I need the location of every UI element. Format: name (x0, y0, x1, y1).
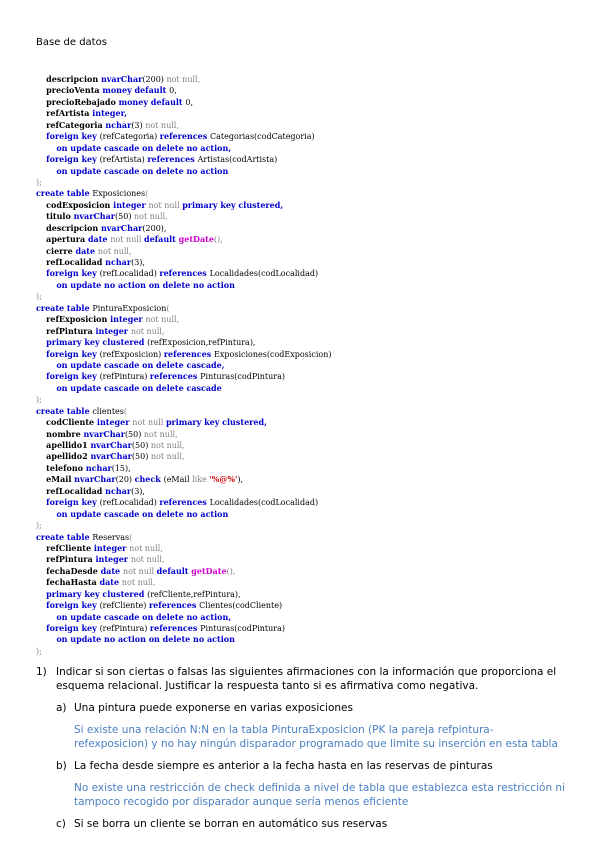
code-token: apertura (46, 234, 88, 245)
code-token: create table (36, 302, 93, 313)
code-line (36, 326, 576, 337)
code-line (36, 108, 576, 119)
code-token: references (163, 348, 215, 359)
code-token: check (134, 474, 164, 485)
code-token (36, 167, 56, 176)
code-token (36, 98, 46, 107)
code-token: create table (36, 405, 93, 416)
code-token: nchar (105, 119, 132, 130)
code-line (36, 440, 576, 451)
code-token: nombre (46, 428, 84, 439)
code-token: date (87, 234, 111, 245)
code-token: nvarChar (73, 211, 116, 222)
item-text: La fecha desde siempre es anterior a la fecha hasta en las reservas de pinturas (74, 760, 493, 772)
code-token: not null, (145, 315, 180, 325)
code-token: references (159, 497, 210, 508)
code-token: foreign key (46, 600, 100, 611)
code-token: (refExposicion,refPintura), (147, 338, 256, 348)
code-token: (refPintura) (99, 372, 150, 382)
code-line (36, 314, 576, 325)
code-token: apellido2 (46, 451, 91, 462)
code-token: not null, (150, 441, 185, 450)
code-line (36, 566, 576, 577)
code-token: references (159, 268, 210, 279)
code-token: ( (166, 303, 170, 313)
code-line (36, 509, 576, 520)
code-line (36, 200, 576, 211)
code-token: ( (129, 532, 133, 542)
code-token: Pinturas(codPintura) (200, 624, 286, 633)
code-token (36, 327, 46, 336)
code-token (36, 635, 56, 644)
code-token (36, 510, 56, 519)
code-token (36, 235, 46, 244)
code-token (36, 384, 56, 393)
code-token: ); (36, 292, 42, 302)
code-token: not null, (150, 452, 185, 462)
item-text: Si se borra un cliente se borran en automático sus reservas (74, 818, 388, 830)
code-token: (refLocalidad) (99, 269, 160, 279)
code-token: 0, (185, 97, 194, 107)
code-line (36, 246, 576, 257)
code-line (36, 177, 576, 188)
code-token: (refPintura) (99, 624, 150, 633)
code-token: not null, (166, 75, 201, 84)
code-line (36, 532, 576, 543)
code-token: not null (110, 235, 145, 245)
code-line (36, 291, 576, 302)
code-line (36, 577, 576, 588)
code-token: references (147, 154, 198, 165)
code-token: (3), (131, 258, 145, 267)
question-item-b (36, 759, 576, 809)
code-line (36, 394, 576, 405)
code-line (36, 223, 576, 234)
code-token: not null (148, 200, 183, 210)
code-token (36, 601, 46, 610)
code-token: descripcion (46, 74, 101, 84)
code-token: foreign key (46, 371, 100, 382)
code-token (36, 109, 46, 118)
code-token (36, 361, 56, 370)
code-token: nvarChar (74, 474, 116, 485)
code-token: references (148, 600, 200, 611)
code-token: not null, (134, 212, 168, 222)
code-line (36, 211, 576, 222)
code-token: create table (36, 188, 93, 199)
code-token: refLocalidad (46, 485, 106, 496)
code-line (36, 97, 576, 108)
code-token: on update cascade on delete no action, (56, 142, 232, 153)
code-token: nvarChar (100, 74, 143, 84)
code-token: like (192, 475, 210, 485)
question-1 (36, 665, 576, 693)
code-token: codExposicion (46, 199, 114, 210)
code-token: refCliente (46, 542, 94, 553)
code-token (36, 555, 46, 564)
code-token (36, 86, 46, 95)
code-token (36, 613, 56, 622)
code-token (36, 418, 46, 427)
code-token: create table (36, 531, 93, 542)
code-token: refArtista (46, 108, 93, 119)
code-token: fechaDesde (46, 565, 101, 576)
code-line (36, 337, 576, 348)
code-token (36, 441, 46, 450)
code-token: ), (237, 475, 244, 485)
code-line (36, 188, 576, 199)
code-token: (3), (131, 486, 145, 496)
code-token: getDate (191, 565, 227, 576)
code-token: foreign key (46, 268, 100, 279)
code-token: (50) (131, 441, 151, 450)
code-token: references (149, 623, 201, 633)
code-token (36, 201, 46, 210)
code-token (36, 350, 46, 359)
code-token (36, 224, 46, 233)
code-token: foreign key (46, 154, 100, 165)
code-token: not null, (145, 120, 179, 130)
question-item-c (36, 817, 576, 831)
code-token: refPintura (46, 554, 96, 565)
code-token: on update cascade on delete cascade (56, 382, 222, 393)
code-token: nvarChar (90, 440, 132, 450)
code-line (36, 623, 576, 634)
code-token: (50) (124, 429, 144, 439)
code-token: ( (145, 189, 149, 199)
code-token (36, 212, 46, 221)
code-token (36, 475, 46, 484)
code-token: getDate (178, 234, 214, 245)
code-token: on update cascade on delete no action, (56, 611, 232, 622)
code-token: default (156, 565, 192, 576)
code-token: nvarChar (100, 222, 143, 233)
code-token: (refCliente,refPintura), (147, 589, 241, 599)
code-line (36, 417, 576, 428)
code-line (36, 451, 576, 462)
code-line (36, 406, 576, 417)
code-token: Exposiciones (92, 189, 146, 199)
code-token: Artistas(codArtista) (197, 155, 278, 165)
code-token (36, 75, 46, 84)
code-token: integer (95, 325, 131, 336)
code-token (36, 464, 46, 473)
code-token: (refLocalidad) (99, 498, 160, 508)
item-letter: c) (56, 818, 66, 830)
code-line (36, 85, 576, 96)
code-token: on update no action on delete no action (56, 279, 235, 290)
code-token: money default (118, 96, 186, 107)
code-token: not null, (129, 543, 163, 553)
code-token (36, 544, 46, 553)
code-token (36, 372, 46, 381)
code-token: (refArtista) (99, 155, 148, 165)
code-token: titulo (46, 211, 74, 222)
code-token (36, 155, 46, 164)
code-token: integer (110, 314, 146, 325)
code-token: not null (132, 418, 166, 428)
code-token: ); (36, 395, 42, 405)
code-token: precioVenta (46, 85, 103, 96)
code-line (36, 166, 576, 177)
code-token: eMail (46, 474, 75, 485)
code-token: refExposicion (46, 314, 111, 325)
code-token: refLocalidad (46, 257, 106, 267)
code-token: not null, (130, 326, 165, 336)
code-token: (15), (111, 463, 131, 473)
page-header: Base de datos (36, 37, 107, 48)
code-token: on update cascade on delete cascade, (56, 359, 225, 370)
code-token (36, 452, 46, 461)
code-token: (), (213, 235, 223, 245)
code-line (36, 600, 576, 611)
code-token: nchar (85, 462, 112, 473)
code-token: PinturaExposicion (92, 303, 167, 313)
code-token: Categorias(codCategoria) (210, 132, 315, 142)
code-token: ); (36, 521, 42, 531)
code-token: primary key clustered (46, 337, 148, 348)
code-token: descripcion (46, 222, 101, 233)
code-token (36, 487, 46, 496)
code-line (36, 554, 576, 565)
code-token: nvarChar (90, 451, 132, 462)
code-line (36, 474, 576, 485)
code-token: foreign key (46, 623, 100, 633)
item-letter: a) (56, 702, 67, 714)
code-token: foreign key (46, 497, 100, 508)
code-token: codCliente (46, 417, 97, 428)
code-token (36, 498, 46, 507)
item-answer: No existe una restricción de check definida a nivel de tabla que establezca esta restricción ni tampoco recogido por disparador aunque sería menos eficiente (74, 782, 566, 808)
code-token: integer (96, 417, 133, 428)
code-token: nvarChar (83, 428, 125, 439)
code-line (36, 143, 576, 154)
code-token: not null (122, 566, 157, 576)
code-token: refCategoria (46, 119, 106, 130)
code-token: default (144, 234, 179, 245)
code-line (36, 257, 576, 268)
question-number: 1) (36, 666, 47, 678)
code-token (36, 132, 46, 141)
code-token: fechaHasta (46, 577, 100, 588)
item-text: Una pintura puede exponerse en varias exposiciones (74, 702, 353, 714)
code-line (36, 497, 576, 508)
code-line (36, 371, 576, 382)
code-line (36, 303, 576, 314)
code-line (36, 486, 576, 497)
code-line (36, 234, 576, 245)
code-token (36, 338, 46, 347)
code-line (36, 268, 576, 279)
code-token: references (159, 131, 211, 142)
code-token: 0, (169, 86, 177, 96)
code-token (36, 281, 56, 290)
code-token: primary key clustered (46, 588, 148, 599)
code-line (36, 154, 576, 165)
code-token: (200), (142, 223, 167, 233)
sql-code-block (36, 74, 576, 657)
question-text: Indicar si son ciertas o falsas las siguientes afirmaciones con la información que proporciona el esquema relacional. Justificar la respuesta tanto si es afirmativa como negativa. (56, 666, 557, 692)
code-token: Exposiciones(codExposicion) (214, 349, 332, 359)
code-token: (refExposicion) (99, 349, 164, 359)
code-token: on update no action on delete no action (56, 634, 235, 645)
code-token (36, 121, 46, 130)
code-line (36, 543, 576, 554)
code-token: refPintura (46, 325, 96, 336)
code-token: (200) (142, 75, 167, 84)
code-token (36, 269, 46, 278)
code-token: clientes (92, 406, 124, 416)
code-token: ( (123, 406, 127, 416)
code-token: integer (95, 554, 131, 565)
code-token: on update cascade on delete no action (56, 165, 229, 176)
code-token: cierre (46, 245, 76, 256)
code-token: (refCliente) (99, 601, 149, 611)
code-token: Localidades(codLocalidad) (209, 498, 319, 508)
code-token: nchar (105, 257, 132, 267)
code-token (36, 624, 46, 633)
questions-section (36, 665, 576, 831)
code-token: foreign key (46, 131, 100, 142)
code-token: not null, (97, 246, 132, 256)
code-token: primary key clustered, (165, 417, 267, 428)
code-token (36, 578, 46, 587)
code-line (36, 634, 576, 645)
code-line (36, 280, 576, 291)
code-line (36, 360, 576, 371)
code-token: apellido1 (46, 440, 91, 450)
code-token (36, 315, 46, 324)
code-token: references (149, 371, 201, 382)
code-token (36, 258, 46, 267)
code-token: Clientes(codCliente) (199, 601, 283, 611)
code-line (36, 589, 576, 600)
item-answer: Si existe una relación N:N en la tabla PinturaExposicion (PK la pareja refpintura-refexposicion) y no hay ningún disparador programado que limite su inserción en esta tabla (74, 724, 558, 750)
code-line (36, 612, 576, 623)
code-token: (eMail (163, 475, 193, 485)
code-token (36, 590, 46, 599)
code-token: (20) (115, 475, 135, 485)
code-line (36, 131, 576, 142)
code-token: nchar (105, 485, 132, 496)
code-token: precioRebajado (46, 96, 119, 107)
code-token (36, 247, 46, 256)
question-item-a (36, 701, 576, 751)
code-token: Reservas (92, 532, 130, 542)
code-line (36, 383, 576, 394)
code-line (36, 646, 576, 657)
code-token: ); (36, 177, 42, 187)
code-token: Localidades(codLocalidad) (209, 269, 319, 279)
code-token: ); (36, 646, 42, 656)
code-token: not null, (143, 429, 178, 439)
code-token (36, 567, 46, 576)
code-token: (), (226, 566, 236, 576)
code-token (36, 144, 56, 153)
code-token: telefono (46, 462, 86, 473)
code-token: (50) (131, 452, 151, 462)
code-token: not null, (130, 555, 165, 565)
code-token: integer, (92, 108, 127, 119)
code-token: date (100, 565, 123, 576)
code-token (36, 430, 46, 439)
code-token: (3) (131, 120, 146, 130)
code-token: foreign key (46, 348, 100, 359)
code-line (36, 74, 576, 85)
code-token: integer (113, 199, 149, 210)
code-token: on update cascade on delete no action (56, 508, 229, 519)
code-token: (50) (115, 212, 134, 222)
code-token: '%@%' (209, 474, 238, 485)
code-token: integer (93, 542, 130, 553)
code-token: not null, (121, 578, 156, 588)
code-line (36, 520, 576, 531)
code-line (36, 463, 576, 474)
code-token: (refCategoria) (99, 132, 160, 142)
code-line (36, 120, 576, 131)
item-letter: b) (56, 760, 67, 772)
code-token: date (99, 577, 122, 588)
code-line (36, 429, 576, 440)
code-token: Pinturas(codPintura) (200, 372, 286, 382)
code-line (36, 349, 576, 360)
code-token: primary key clustered, (182, 199, 284, 210)
code-token: money default (102, 85, 170, 96)
code-token: date (75, 245, 98, 256)
